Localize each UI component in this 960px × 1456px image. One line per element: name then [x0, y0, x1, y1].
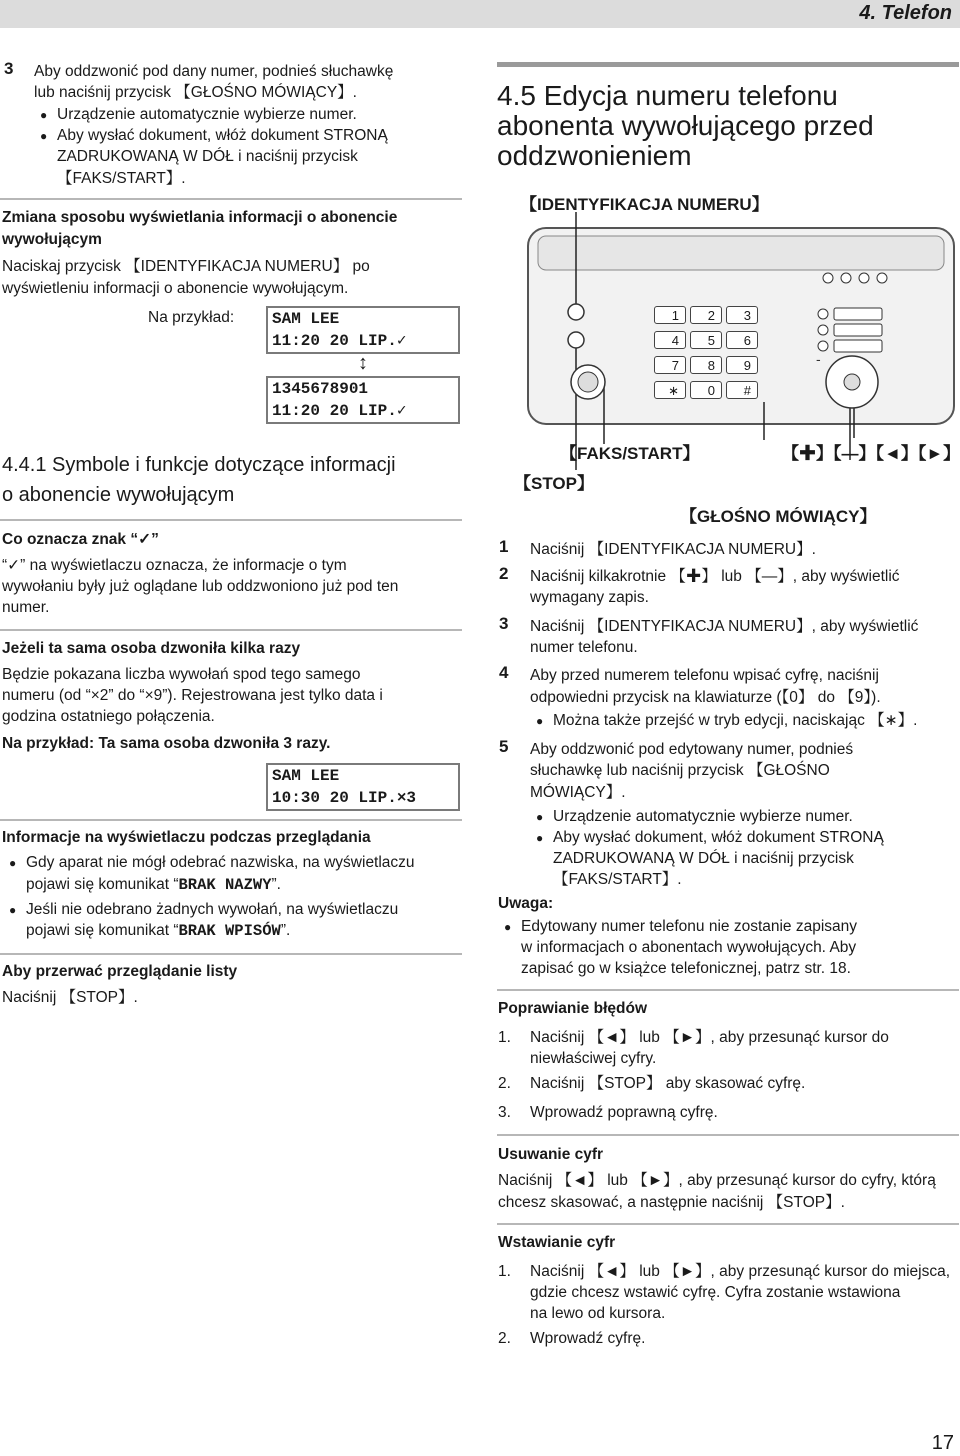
bullet-text: 【FAKS/START】.: [57, 170, 186, 187]
step-text: odpowiedni przycisk na klawiaturze (【0】 do 【9】).: [530, 689, 881, 706]
list-item: na lewo od kursora.: [530, 1305, 666, 1322]
bullet-item: ● Urządzenie automatycznie wybierze numer.: [57, 104, 357, 125]
keypad-key: 4: [654, 331, 686, 349]
paragraph: chcesz skasować, a następnie naciśnij 【STOP】.: [498, 1194, 845, 1211]
paragraph: Będzie pokazana liczba wywołań spod tego samego: [2, 666, 361, 683]
divider: [497, 989, 959, 991]
keypad-key: 9: [726, 356, 758, 374]
lcd-line: 11:20 20 LIP.✓: [272, 402, 407, 420]
header-bar: [0, 0, 960, 28]
step-text: Naciśnij 【IDENTYFIKACJA NUMERU】, aby wyświetlić: [530, 618, 919, 635]
bullet-text: w informacjach o abonentach wywołujących. Aby: [521, 939, 857, 956]
keypad-key: 6: [726, 331, 758, 349]
paragraph: Naciskaj przycisk 【IDENTYFIKACJA NUMERU】 po: [2, 258, 370, 275]
list-item: Naciśnij 【◄】 lub 【►】, aby przesunąć kursor do: [530, 1029, 889, 1046]
step-text: Aby oddzwonić pod edytowany numer, podnieś: [530, 741, 854, 758]
paragraph: Naciśnij 【◄】 lub 【►】, aby przesunąć kursor do cyfry, którą: [498, 1172, 936, 1189]
list-item: Wprowadź poprawną cyfrę.: [530, 1104, 718, 1121]
figure-label-nav: 【✚】【—】【◄】【►】: [782, 444, 960, 463]
figure-label-caller-id: 【IDENTYFIKACJA NUMERU】: [520, 195, 769, 214]
divider: [0, 519, 462, 521]
list-item: Naciśnij 【STOP】 aby skasować cyfrę.: [530, 1075, 806, 1092]
chapter-title: 4. Telefon: [859, 2, 952, 24]
step-text: lub naciśnij przycisk 【GŁOŚNO MÓWIĄCY】.: [34, 84, 357, 101]
section-heading: oddzwonieniem: [497, 140, 692, 171]
section-rule: [497, 62, 959, 67]
keypad: [654, 306, 766, 402]
keypad-key: 1: [654, 306, 686, 324]
step-text: Aby oddzwonić pod dany numer, podnieś słuchawkę: [34, 63, 394, 80]
bullet-text: pojawi się komunikat “BRAK NAZWY”.: [26, 876, 281, 894]
lcd-line: SAM LEE: [272, 767, 340, 785]
bullet-item: ● Aby wysłać dokument, włóż dokument STRONĄ: [57, 125, 388, 146]
list-number: 2.: [498, 1330, 511, 1347]
subsection-title: Informacje na wyświetlaczu podczas przeglądania: [2, 829, 371, 846]
paragraph: Naciśnij 【STOP】.: [2, 989, 138, 1006]
lcd-line: 11:20 20 LIP.✓: [272, 332, 407, 350]
step-text: Naciśnij 【IDENTYFIKACJA NUMERU】.: [530, 541, 816, 558]
step-number: 2: [499, 564, 509, 583]
step-number: 5: [499, 737, 509, 756]
step-text: wymagany zapis.: [530, 589, 649, 606]
bullet-text: pojawi się komunikat “BRAK WPISÓW”.: [26, 922, 291, 940]
bullet-item: ● Edytowany numer telefonu nie zostanie zapisany: [521, 916, 857, 937]
divider: [497, 1134, 959, 1136]
list-item: niewłaściwej cyfry.: [530, 1050, 657, 1067]
bullet-text: 【FAKS/START】.: [553, 871, 682, 888]
paragraph: “✓” na wyświetlaczu oznacza, że informacje o tym: [2, 557, 347, 574]
svg-text:-: -: [816, 351, 821, 367]
keypad-key: 3: [726, 306, 758, 324]
step-text: MÓWIĄCY】.: [530, 784, 626, 801]
subsection-title: Zmiana sposobu wyświetlania informacji o abonencie: [2, 209, 398, 226]
subsection-title: Wstawianie cyfr: [498, 1234, 616, 1251]
keypad-key: 7: [654, 356, 686, 374]
list-item: Naciśnij 【◄】 lub 【►】, aby przesunąć kursor do miejsca,: [530, 1263, 951, 1280]
lcd-display: [266, 763, 460, 811]
paragraph: wyświetleniu informacji o abonencie wywołującym.: [2, 280, 349, 297]
figure-label-faks: 【FAKS/START】: [560, 444, 700, 463]
bullet-text: ZADRUKOWANĄ W DÓŁ i naciśnij przycisk: [57, 148, 358, 165]
bullet-item: ● Gdy aparat nie mógł odebrać nazwiska, na wyświetlaczu: [26, 852, 415, 873]
step-number: 1: [499, 537, 509, 556]
step-number: 4: [499, 663, 509, 682]
subsection-title: Co oznacza znak “✓”: [2, 531, 159, 548]
divider: [497, 1223, 959, 1225]
keypad-key: 5: [690, 331, 722, 349]
list-item: Wprowadź cyfrę.: [530, 1330, 646, 1347]
page-number: 17: [931, 1432, 954, 1454]
bullet-item: ● Urządzenie automatycznie wybierze numer.: [553, 806, 853, 827]
section-heading: abonenta wywołującego przed: [497, 110, 874, 141]
lcd-display: [266, 306, 460, 354]
subsection-title: Usuwanie cyfr: [498, 1146, 604, 1163]
bullet-item: ● Można także przejść w tryb edycji, naciskając 【∗】.: [553, 710, 917, 731]
step-text: numer telefonu.: [530, 639, 638, 656]
step-number: 3: [4, 59, 14, 78]
section-heading: 4.5 Edycja numeru telefonu: [497, 80, 838, 111]
step-text: Aby przed numerem telefonu wpisać cyfrę, naciśnij: [530, 667, 879, 684]
subsection-title: Poprawianie błędów: [498, 1000, 647, 1017]
bullet-text: zapisać go w książce telefonicznej, patrz str. 18.: [521, 960, 851, 977]
subsection-title: Jeżeli ta sama osoba dzwoniła kilka razy: [2, 640, 301, 657]
figure-label-glosno: 【GŁOŚNO MÓWIĄCY】: [680, 507, 877, 526]
bullet-item: ● Aby wysłać dokument, włóż dokument STRONĄ: [553, 827, 884, 848]
paragraph: godzina ostatniego połączenia.: [2, 708, 215, 725]
step-text: słuchawkę lub naciśnij przycisk 【GŁOŚNO: [530, 762, 830, 779]
lcd-line: 1345678901: [272, 380, 369, 398]
paragraph: wywołaniu były już oglądane lub oddzwoniono już pod ten: [2, 578, 399, 595]
divider: [0, 629, 462, 631]
example-text: Na przykład: Ta sama osoba dzwoniła 3 razy.: [2, 735, 331, 752]
keypad-key: 0: [690, 381, 722, 399]
divider: [0, 198, 462, 200]
keypad-key: 2: [690, 306, 722, 324]
list-number: 1.: [498, 1263, 511, 1280]
lcd-line: SAM LEE: [272, 310, 340, 328]
note-title: Uwaga:: [498, 895, 554, 912]
list-number: 3.: [498, 1104, 511, 1121]
section-heading: 4.4.1 Symbole i funkcje dotyczące informacji: [2, 454, 396, 476]
subsection-title: wywołującym: [2, 231, 102, 248]
list-number: 2.: [498, 1075, 511, 1092]
list-item: gdzie chcesz wstawić cyfrę. Cyfra zostanie wstawiona: [530, 1284, 901, 1301]
paragraph: numer.: [2, 599, 50, 616]
lcd-line: 10:30 20 LIP.×3: [272, 789, 417, 807]
keypad-key: ∗: [654, 381, 686, 399]
step-number: 3: [499, 614, 509, 633]
divider: [0, 819, 462, 821]
bullet-item: ● Jeśli nie odebrano żadnych wywołań, na wyświetlaczu: [26, 899, 398, 920]
lcd-display: [266, 376, 460, 424]
keypad-key: #: [726, 381, 758, 399]
section-heading: o abonencie wywołującym: [2, 484, 235, 506]
subsection-title: Aby przerwać przeglądanie listy: [2, 963, 238, 980]
list-number: 1.: [498, 1029, 511, 1046]
step-text: Naciśnij kilkakrotnie 【✚】 lub 【—】, aby wyświetlić: [530, 568, 900, 585]
up-down-arrow-icon: ↕: [358, 352, 368, 374]
figure-label-stop: 【STOP】: [514, 474, 594, 493]
divider: [0, 953, 462, 955]
paragraph: numeru (od “×2” do “×9”). Rejestrowana jest tylko data i: [2, 687, 383, 704]
bullet-text: ZADRUKOWANĄ W DÓŁ i naciśnij przycisk: [553, 850, 854, 867]
keypad-key: 8: [690, 356, 722, 374]
example-label: Na przykład:: [148, 309, 235, 326]
